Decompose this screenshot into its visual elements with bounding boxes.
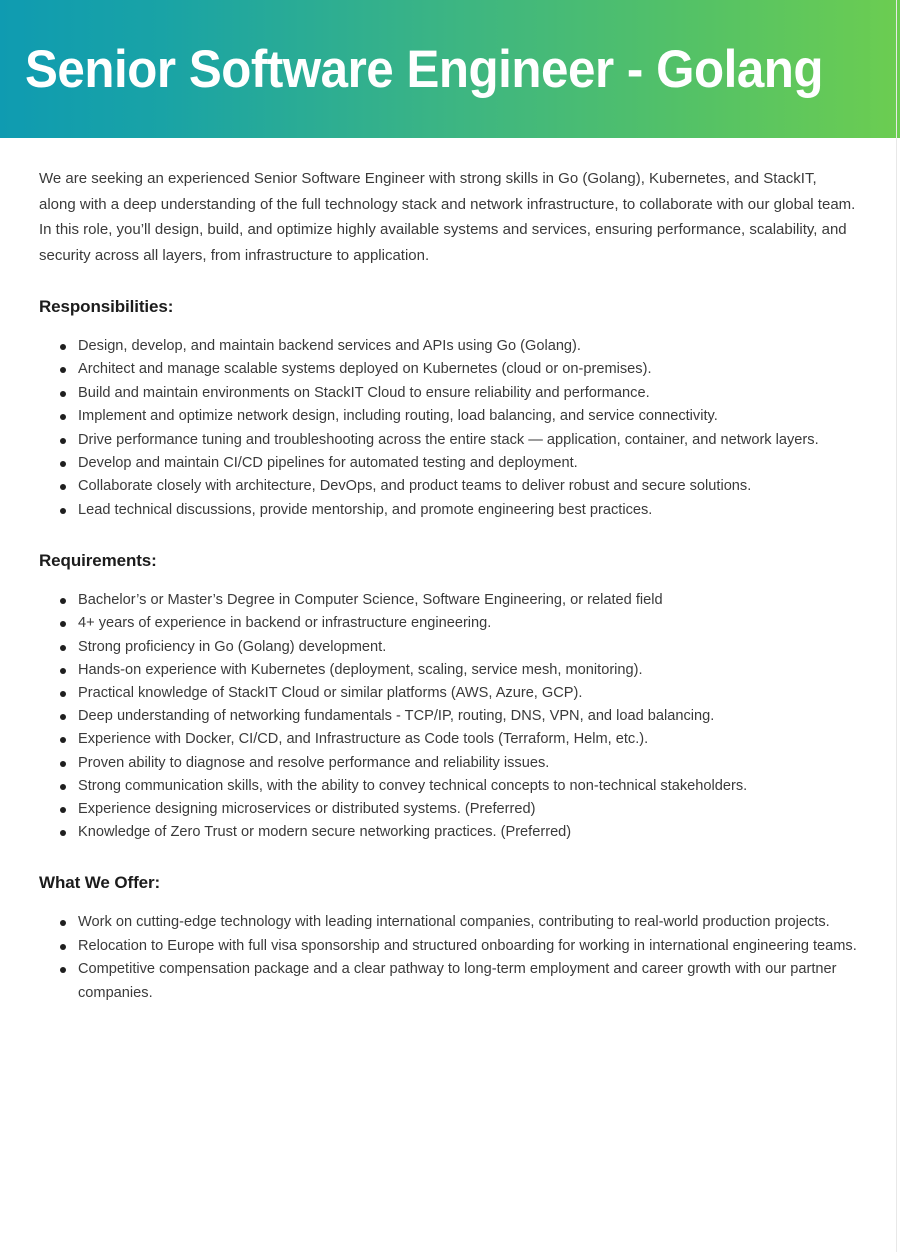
list-item: Practical knowledge of StackIT Cloud or similar platforms (AWS, Azure, GCP). xyxy=(39,682,860,705)
section-requirements xyxy=(39,551,860,844)
list-item: Build and maintain environments on StackIT Cloud to ensure reliability and performance. xyxy=(39,382,860,405)
page-edge-line xyxy=(896,0,897,1252)
list-item: Bachelor’s or Master’s Degree in Computer Science, Software Engineering, or related field xyxy=(39,589,860,612)
section-heading-requirements: Requirements: xyxy=(39,551,157,571)
list-item: Experience with Docker, CI/CD, and Infrastructure as Code tools (Terraform, Helm, etc.). xyxy=(39,728,860,751)
list-item: Strong communication skills, with the ability to convey technical concepts to non-technical stakeholders. xyxy=(39,775,860,798)
intro-paragraph: We are seeking an experienced Senior Software Engineer with strong skills in Go (Golang), Kubernetes, and StackIT, along with a deep understanding of the full technology stack and network infrastructure, to collaborate with our global team. In this role, you’ll design, build, and optimize highly available systems and services, ensuring performance, scalability, and security across all layers, from infrastructure to application. xyxy=(39,170,856,264)
section-heading-responsibilities: Responsibilities: xyxy=(39,297,174,316)
list-item: Design, develop, and maintain backend services and APIs using Go (Golang). xyxy=(39,335,860,358)
list-item: Lead technical discussions, provide mentorship, and promote engineering best practices. xyxy=(39,499,860,522)
list-item: Collaborate closely with architecture, DevOps, and product teams to deliver robust and secure solutions. xyxy=(39,475,860,498)
list-item: Knowledge of Zero Trust or modern secure networking practices. (Preferred) xyxy=(39,821,860,844)
list-item: Drive performance tuning and troubleshooting across the entire stack — application, container, and network layers. xyxy=(39,429,860,452)
job-title-banner xyxy=(0,0,900,138)
list-item: Implement and optimize network design, including routing, load balancing, and service connectivity. xyxy=(39,405,860,428)
section-what-we-offer xyxy=(39,873,860,1005)
list-item: Develop and maintain CI/CD pipelines for automated testing and deployment. xyxy=(39,452,860,475)
list-item: Competitive compensation package and a clear pathway to long-term employment and career growth with our partner companies. xyxy=(39,958,860,1005)
section-responsibilities xyxy=(39,297,860,522)
page-title: Senior Software Engineer - Golang xyxy=(25,39,824,99)
list-item: Work on cutting-edge technology with leading international companies, contributing to real-world production projects. xyxy=(39,911,860,934)
what-we-offer-list xyxy=(39,911,860,1005)
job-description-body xyxy=(0,138,900,1005)
list-item: Deep understanding of networking fundamentals - TCP/IP, routing, DNS, VPN, and load balancing. xyxy=(39,705,860,728)
list-item: Strong proficiency in Go (Golang) development. xyxy=(39,636,860,659)
list-item: 4+ years of experience in backend or infrastructure engineering. xyxy=(39,612,860,635)
section-heading-what-we-offer: What We Offer: xyxy=(39,873,161,893)
requirements-list xyxy=(39,589,860,844)
responsibilities-list xyxy=(39,335,860,522)
list-item: Relocation to Europe with full visa sponsorship and structured onboarding for working in international engineering teams. xyxy=(39,935,860,958)
list-item: Proven ability to diagnose and resolve performance and reliability issues. xyxy=(39,752,860,775)
list-item: Hands-on experience with Kubernetes (deployment, scaling, service mesh, monitoring). xyxy=(39,659,860,682)
list-item: Architect and manage scalable systems deployed on Kubernetes (cloud or on-premises). xyxy=(39,358,860,381)
list-item: Experience designing microservices or distributed systems. (Preferred) xyxy=(39,798,860,821)
